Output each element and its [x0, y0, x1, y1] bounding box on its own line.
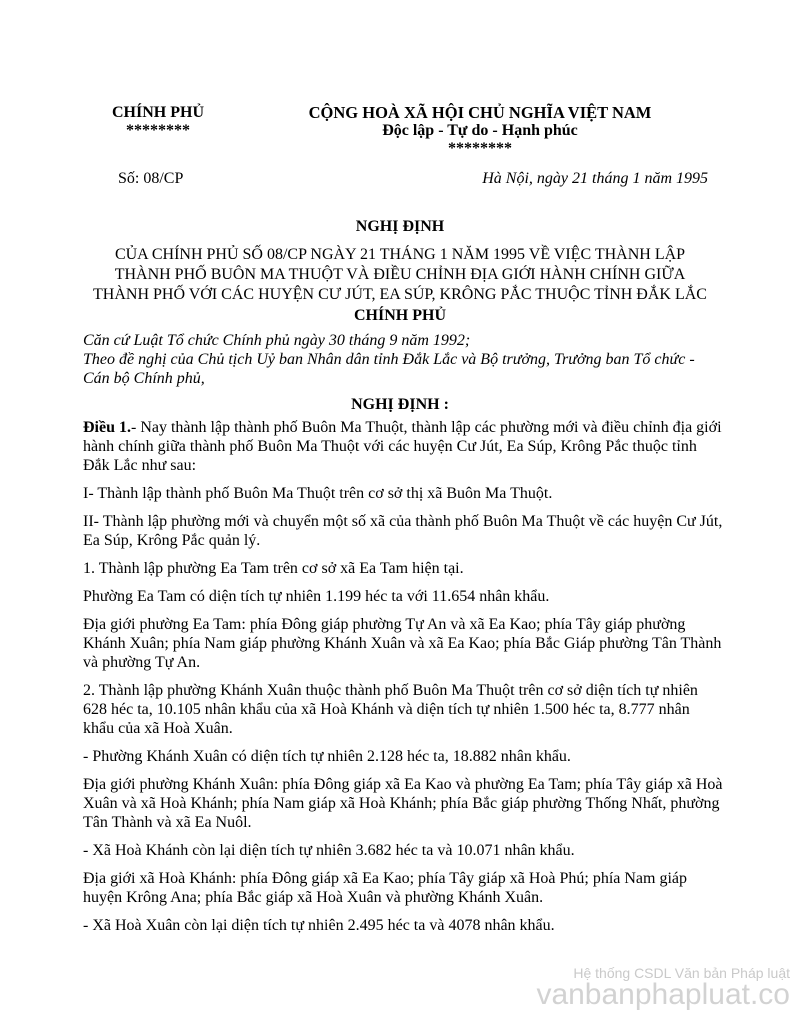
body-paragraph: 2. Thành lập phường Khánh Xuân thuộc thành phố Buôn Ma Thuột trên cơ sở diện tích tự nhiên 628 héc ta, 10.105 nhân khẩu của xã Hoà Khánh và diện tích tự nhiên 1.500 héc ta, 8.777 nhân khẩu của xã Hoà Xuân. — [83, 682, 698, 737]
issuer-block — [96, 104, 220, 140]
nation-block — [300, 104, 660, 158]
decree-body — [83, 418, 723, 944]
nation-name: CỘNG HOÀ XÃ HỘI CHỦ NGHĨA VIỆT NAM — [308, 103, 652, 122]
issuer-stars: ******** — [126, 122, 190, 139]
body-paragraph: - Xã Hoà Khánh còn lại diện tích tự nhiên 3.682 héc ta và 10.071 nhân khẩu. — [83, 842, 575, 859]
decree-heading: NGHỊ ĐỊNH — [355, 218, 445, 235]
preamble — [83, 331, 723, 388]
body-paragraph: Phường Ea Tam có diện tích tự nhiên 1.199 héc ta với 11.654 nhân khẩu. — [83, 588, 550, 605]
watermark-line-2: vanbanphapluat.co — [536, 978, 790, 1011]
watermark-line-1: Hệ thống CSDL Văn bản Pháp luật — [573, 965, 790, 981]
body-paragraph: Địa giới phường Ea Tam: phía Đông giáp phường Tự An và xã Ea Kao; phía Tây giáp phường Khánh Xuân; phía Nam giáp phường Khánh Xuân và xã Ea Kao; phía Bắc Giáp phường Tân Thành và phường Tự An. — [83, 616, 722, 671]
body-paragraph: - Xã Hoà Xuân còn lại diện tích tự nhiên 2.495 héc ta và 4078 nhân khẩu. — [83, 917, 555, 934]
place-date: Hà Nội, ngày 21 tháng 1 năm 1995 — [482, 170, 708, 187]
article-1-text: - Nay thành lập thành phố Buôn Ma Thuột, thành lập các phường mới và điều chỉnh địa giới hành chính giữa thành phố Buôn Ma Thuột với các huyện Cư Jút, Ea Súp, Krông Pắc thuộc tỉnh Đắk Lắc như sau: — [83, 419, 722, 474]
preamble-line: Căn cứ Luật Tổ chức Chính phủ ngày 30 tháng 9 năm 1992; — [83, 332, 471, 349]
body-paragraph: Địa giới phường Khánh Xuân: phía Đông giáp xã Ea Kao và phường Ea Tam; phía Tây giáp xã Hoà Xuân và xã Hoà Khánh; phía Nam giáp xã Hoà Khánh; phía Bắc giáp phường Thống Nhất, phường Tân Thành và xã Ea Nuôl. — [83, 776, 723, 831]
subtitle-line: THÀNH PHỐ VỚI CÁC HUYỆN CƯ JÚT, EA SÚP, KRÔNG PẮC THUỘC TỈNH ĐẮK LẮC — [93, 286, 707, 303]
decree-heading-2: NGHỊ ĐỊNH : — [351, 396, 449, 413]
preamble-line: Theo đề nghị của Chủ tịch Uỷ ban Nhân dân tỉnh Đắk Lắc và Bộ trưởng, Trưởng ban Tổ chức - Cán bộ Chính phủ, — [83, 351, 695, 387]
article-1-label: Điều 1. — [83, 419, 131, 436]
subtitle-line: THÀNH PHỐ BUÔN MA THUỘT VÀ ĐIỀU CHỈNH ĐỊA GIỚI HÀNH CHÍNH GIỮA — [114, 266, 686, 283]
motto: Độc lập - Tự do - Hạnh phúc — [382, 122, 578, 139]
body-paragraph: 1. Thành lập phường Ea Tam trên cơ sở xã Ea Tam hiện tại. — [83, 560, 464, 577]
body-paragraph: II- Thành lập phường mới và chuyển một số xã của thành phố Buôn Ma Thuột về các huyện Cư Jút, Ea Súp, Krông Pắc quản lý. — [83, 513, 723, 549]
article-1 — [83, 418, 723, 475]
subtitle-line: CỦA CHÍNH PHỦ SỐ 08/CP NGÀY 21 THÁNG 1 NĂM 1995 VỀ VIỆC THÀNH LẬP — [114, 246, 686, 263]
body-paragraph: - Phường Khánh Xuân có diện tích tự nhiên 2.128 héc ta, 18.882 nhân khẩu. — [83, 748, 571, 765]
government-heading: CHÍNH PHỦ — [354, 307, 446, 324]
document-number: Số: 08/CP — [118, 170, 184, 187]
body-paragraph: Địa giới xã Hoà Khánh: phía Đông giáp xã Ea Kao; phía Tây giáp xã Hoà Phú; phía Nam giáp huyện Krông Ana; phía Bắc giáp xã Hoà Xuân và phường Khánh Xuân. — [83, 870, 688, 906]
motto-stars: ******** — [448, 140, 512, 157]
body-paragraph: I- Thành lập thành phố Buôn Ma Thuột trên cơ sở thị xã Buôn Ma Thuột. — [83, 485, 553, 502]
issuer-name: CHÍNH PHỦ — [112, 104, 204, 121]
decree-subtitle — [80, 245, 720, 305]
